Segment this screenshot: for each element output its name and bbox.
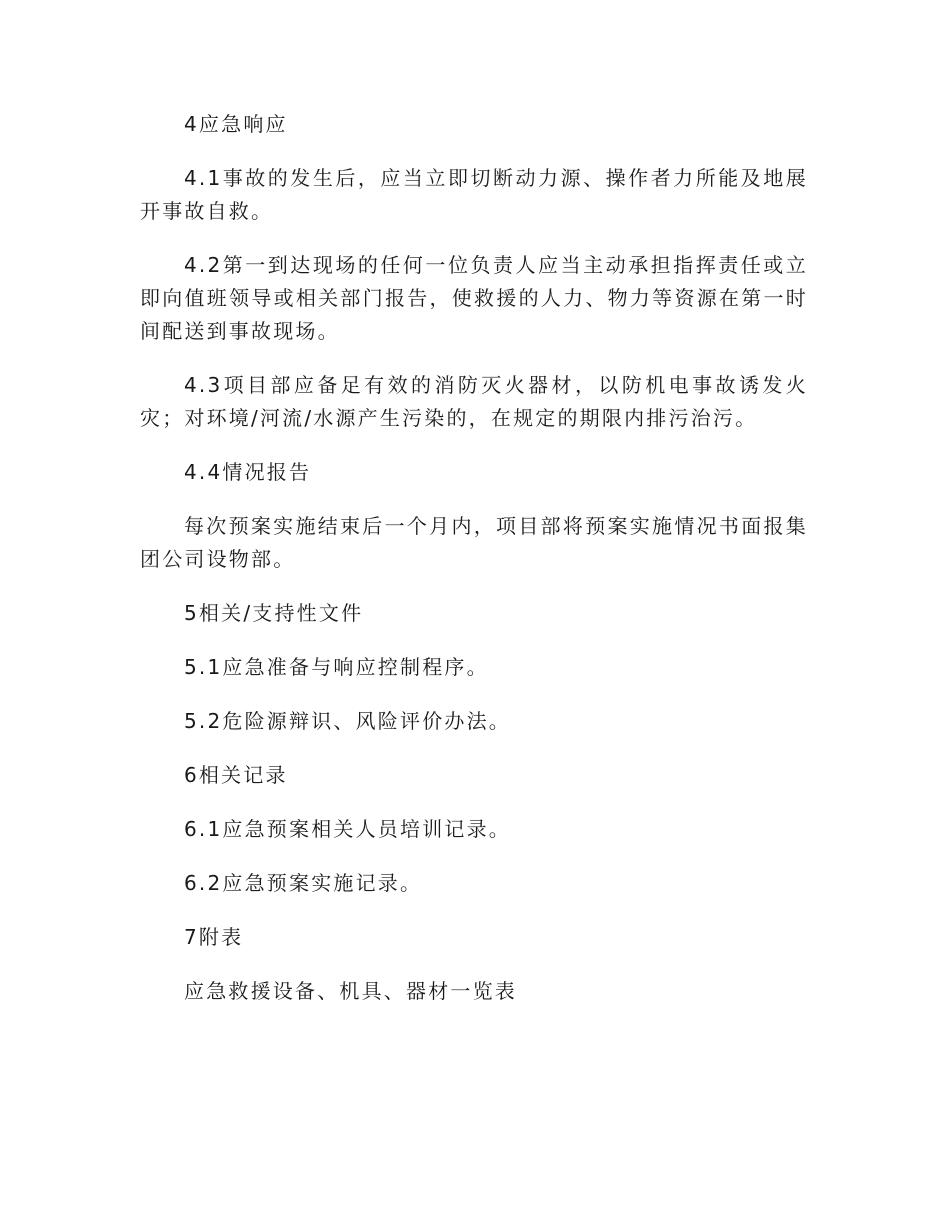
paragraph-4-2: 4.2第一到达现场的任何一位负责人应当主动承担指挥责任或立即向值班领导或相关部门报告，使救援的人力、物力等资源在第一时间配送到事故现场。 xyxy=(140,253,808,343)
paragraph-4-3: 4.3项目部应备足有效的消防灭火器材，以防机电事故诱发火灾；对环境/河流/水源产生污染的，在规定的期限内排污治污。 xyxy=(140,373,808,430)
paragraph-appendix-item: 应急救援设备、机具、器材一览表 xyxy=(184,979,517,1003)
paragraph-6-2: 6.2应急预案实施记录。 xyxy=(184,871,423,895)
subheading-4-4: 4.4情况报告 xyxy=(184,460,312,484)
paragraph-5-2: 5.2危险源辩识、风险评价办法。 xyxy=(184,709,512,733)
section-heading-appendix: 7附表 xyxy=(184,925,244,949)
paragraph-4-1: 4.1事故的发生后，应当立即切断动力源、操作者力所能及地展开事故自救。 xyxy=(140,166,808,223)
paragraph-5-1: 5.1应急准备与响应控制程序。 xyxy=(184,655,489,679)
paragraph-report: 每次预案实施结束后一个月内，项目部将预案实施情况书面报集团公司设物部。 xyxy=(140,514,808,571)
document-body xyxy=(140,108,808,1029)
paragraph-6-1: 6.1应急预案相关人员培训记录。 xyxy=(184,817,512,841)
section-heading-related-documents: 5相关/支持性文件 xyxy=(184,601,364,625)
section-heading-related-records: 6相关记录 xyxy=(184,763,288,787)
section-heading-emergency-response: 4应急响应 xyxy=(184,112,288,136)
